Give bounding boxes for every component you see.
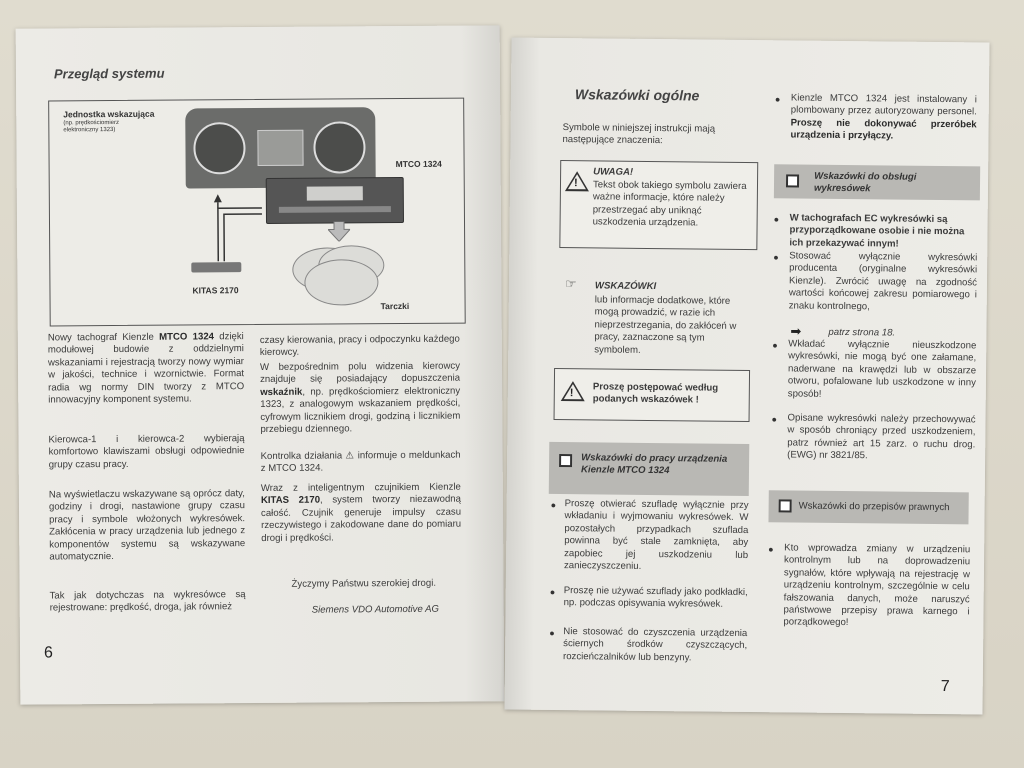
uwaga-box: ! UWAGA! Tekst obok takiego symbolu zawiera ważne informacje, które należy przestrzegać aby uniknąć uszkodzenia urządzenia. <box>559 160 758 250</box>
installation-note: Kienzle MTCO 1324 jest instalowany i plombowany przez autoryzowany personel. Proszę nie dokonywać przeróbek urządzenia i przyłączy. <box>790 92 977 142</box>
kitas-sensor-image <box>191 262 241 272</box>
legal-item: Kto wprowadza zmiany w urządzeniu kontrolnym lub na doprowadzeniu sygnałów, które wpływają na rejestrację w urządzeniu kontrolnym, szczególnie w celu fałszowania danych, może naruszyć państwowe przepisy prawa karnego i porządkowego! <box>783 542 971 629</box>
left-col1-para3: Na wyświetlaczu wskazywane są oprócz daty, godziny i drogi, nastawione grupy czasu pracy i symbole włożonych wykresówek. Zakłócenia w pracy urządzenia lub jednego z komponentów systemu są wskazywane automatycznie. <box>48 488 246 563</box>
left-closing-wish: Życzymy Państwu szerokiej drogi. <box>291 577 437 590</box>
legal-instructions-header <box>768 490 968 524</box>
label-mtco: MTCO 1324 <box>395 158 442 170</box>
mtco-device-image <box>266 177 404 224</box>
right-page-number: 7 <box>940 678 950 696</box>
mtco-display <box>307 186 363 200</box>
left-page <box>16 25 505 704</box>
left-signature: Siemens VDO Automotive AG <box>311 603 440 616</box>
left-col2-para4: Wraz z inteligentnym czujnikiem Kienzle KITAS 2170, system tworzy niezawodną całość. Czujnik generuje impulsy czasu rzeczywistego i zakodowane dane do pomiaru drogi i prędkości. <box>260 481 462 544</box>
chart-item-personal: W tachografach EC wykresówki są przyporządkowane osobie i nie można ich przekazywać innym! <box>789 212 965 250</box>
chart-item-storage: Opisane wykresówki należy przechowywać w sposób chroniący przed uszkodzeniem, patrz również art 15 zarz. o ruchu drog. (EWG) nr 3821/85. <box>787 412 976 462</box>
follow-instructions-box: ! Proszę postępować według podanych wskazówek ! <box>554 368 751 422</box>
wskazowki-title: WSKAZÓWKI <box>594 280 657 293</box>
see-page-ref: patrz strona 18. <box>828 326 896 339</box>
label-kitas: KITAS 2170 <box>192 285 239 296</box>
checkbox-square-icon <box>786 174 799 187</box>
cluster-screen <box>257 130 303 166</box>
left-col2-para3: Kontrolka działania ⚠ informuje o meldunkach z MTCO 1324. <box>260 449 461 475</box>
left-col1-para1: Nowy tachograf Kienzle MTCO 1324 dzięki modułowej budowie z oddzielnymi wskazaniami i rejestracją tworzy nowy wymiar w jakości, technice i wzornictwie. Format radia wg normy DIN tworzy z MTCO innowacyjny komponent systemu. <box>47 331 245 406</box>
uwaga-title: UWAGA! <box>593 166 634 178</box>
tachometer-icon <box>313 121 365 173</box>
label-discs: Tarczki <box>380 300 410 312</box>
speedometer-icon <box>193 122 245 174</box>
checkbox-square-icon <box>559 454 572 467</box>
left-col2-para2: W bezpośrednim polu widzenia kierowcy znajduje się posiadający dopuszczenia wskaźnik, np. prędkościomierz elektroniczny 1323, z analogowym wskazaniem prędkości, cyfrowym licznikiem drogi, godziną i licznikiem przebiegu dziennego. <box>259 360 461 436</box>
chart-instructions-header <box>774 164 980 200</box>
left-col2-para1: czasy kierowania, pracy i odpoczynku każdego kierowcy. <box>259 333 460 359</box>
connection-arrows-icon <box>200 186 271 266</box>
work-item-2: Proszę nie używać szuflady jako podkładki, np. podczas opisywania wykresówek. <box>563 585 748 611</box>
work-instructions-header <box>549 442 750 496</box>
system-figure <box>48 98 466 327</box>
label-display-unit: Jednostka wskazująca <box>63 108 155 120</box>
wskazowki-text: lub informacje dodatkowe, które mogą prowadzić, w razie ich nieprzestrzegania, do zakłóceń w pracy, zaznaczone są tym symbolem. <box>594 294 737 356</box>
legal-instructions-title: Wskazówki do przepisów prawnych <box>798 500 950 514</box>
instrument-cluster-image <box>185 107 376 188</box>
left-col1-para4: Tak jak dotychczas na wykresówce są rejestrowane: prędkość, droga, jak również <box>49 589 246 614</box>
pointing-hand-icon: ☞ <box>564 276 577 292</box>
left-section-title: Przegląd systemu <box>53 65 165 82</box>
symbols-intro: Symbole w niniejszej instrukcji mają następujące znaczenia: <box>562 122 716 147</box>
right-section-title: Wskazówki ogólne <box>574 86 700 104</box>
chart-instructions-title: Wskazówki do obsługi wykresówek <box>813 170 917 195</box>
arrow-right-icon: ➡ <box>790 323 802 339</box>
chart-item-original: Stosować wyłącznie wykresówki producenta (oryginalne wykresówki Kienzle). Zwrócić uwagę na zgodność wartości końcowej zakresu pomiarowego i znaku kontrolnego, <box>788 250 978 312</box>
chart-item-undamaged: Wkładać wyłącznie nieuszkodzone wykresówki, nie mogą być one załamane, naderwane na krawędzi lub w obszarze otworu, pofalowane lub uszkodzone w inny sposób! <box>787 338 977 400</box>
label-display-unit-sub: (np. prędkościomierz elektroniczny 1323) <box>63 119 120 134</box>
work-item-3: Nie stosować do czyszczenia urządzenia ściernych środków czyszczących, rozcieńczalników lub benzyny. <box>562 626 748 664</box>
left-page-number: 6 <box>43 644 53 662</box>
follow-instructions-text: Proszę postępować według podanych wskazówek ! <box>592 381 719 406</box>
down-arrow-icon <box>328 221 350 241</box>
chart-disc-image <box>304 259 378 306</box>
right-page: Wskazówki ogólne Symbole w niniejszej instrukcji mają następujące znaczenia: ! UWAGA! Tekst obok takiego symbolu zawiera ważne informacje, które należy przestrzegać aby uniknąć uszkodzenia urządzenia. ☞ WSKAZÓWKI lub informacje dodatkowe, które mogą prowadzić, w razie ich nieprzestrzegania, do zakłóceń w pracy, zaznaczone są tym symbolem. ! Proszę postępować według podanych wskazówek ! Wskazówki do pracy urządzenia Kienzle MTCO 1324 ● Proszę otwierać szufladę wyłącznie przy wkładaniu i wyjmowaniu wykresówek. W pozostałych przypadkach szuflada powinna być stale zamknięta, aby zapobiec jej uszkodzeniu lub zanieczyszczeniu. ● Proszę nie używać szuflady jako podkładki, np. podczas opisywania wykresówek. ● Nie stosować do czyszczenia urządzenia ściernych środków czyszczących, rozcieńczalników lub benzyny. ● Kienzle MTCO 1324 jest instalowany i plombowany przez autoryzowany personel. Proszę nie dokonywać przeróbek urządzenia i przyłączy. Wskazówki do obsługi wykresówek ● W tachografach EC wykresówki są przyporządkowane osobie i nie można ich przekazywać innym! ● Stosować wyłącznie wykresówki producenta (oryginalne wykresówki Kienzle). Zwrócić uwagę na zgodność wartości końcowej zakresu pomiarowego i znaku kontrolnego, ➡ patrz strona 18. ● Wkładać wyłącznie nieuszkodzone wykresówki, nie mogą być one załamane, naderwane na krawędzi lub w obszarze otworu, pofalowane lub uszkodzone w inny sposób! ● Opisane wykresówki należy przechowywać w sposób chroniący przed uszkodzeniem, patrz również art 15 zarz. o ruchu drog. (EWG) nr 3821/85. Wskazówki do przepisów prawnych ● Kto wprowadza zmiany w urządzeniu kontrolnym lub na doprowadzeniu sygnałów, które wpływają na rejestrację w urządzeniu kontrolnym, szczególnie w celu fałszowania danych, może naruszyć państwowe przepisy prawa karnego i porządkowego! 7 <box>504 38 989 715</box>
work-instructions-title: Wskazówki do pracy urządzenia Kienzle MTCO 1324 <box>580 452 728 477</box>
left-col1-para2: Kierowca-1 i kierowca-2 wybierają komfortowo klawiszami obsługi odpowiednie grupy czasu pracy. <box>48 433 245 471</box>
uwaga-text: Tekst obok takiego symbolu zawiera ważne informacje, które należy przestrzegać aby uniknąć uszkodzenia urządzenia. <box>592 179 747 229</box>
work-item-1: Proszę otwierać szufladę wyłącznie przy wkładaniu i wyjmowaniu wykresówek. W pozostałych przypadkach szuflada powinna być stale zamknięta, aby zapobiec jej uszkodzeniu lub zanieczyszczeniu. <box>563 498 749 572</box>
mtco-drawer <box>279 206 391 213</box>
warning-triangle-icon: ⚠ <box>345 450 355 462</box>
checkbox-square-icon <box>779 499 792 512</box>
